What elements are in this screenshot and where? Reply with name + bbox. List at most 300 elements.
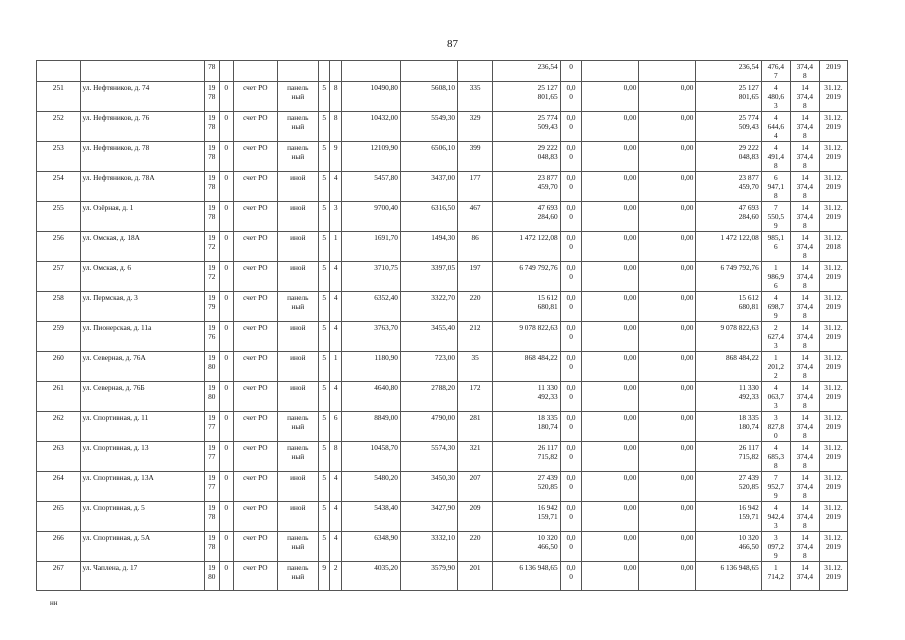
cell-living-area: 3322,70 [400,292,457,322]
cell-number: 251 [37,82,81,112]
cell-max-cost: 14 374,4 8 [790,322,819,352]
cell-total-cost: 1 472 122,08 [493,232,560,262]
cell-fund-2: 0,00 [639,442,696,472]
cell-wall-material: иной [277,172,318,202]
cell-wall-material: панель ный [277,562,318,591]
cell-fund-2: 0,00 [639,142,696,172]
cell-residents: 172 [457,382,492,412]
cell-max-cost: 14 374,4 8 [790,352,819,382]
cell-address: ул. Нефтяников, д. 78 [80,142,204,172]
cell-address: ул. Озёрная, д. 1 [80,202,204,232]
cell-fund-2: 0,00 [639,82,696,112]
cell-fund-2: 0,00 [639,532,696,562]
cell-residents: 220 [457,532,492,562]
cell-fund-1: 0,00 [582,142,639,172]
cell-year: 19 77 [204,412,219,442]
cell-entrances: 6 [330,412,341,442]
cell-floors: 5 [319,142,330,172]
cell-residents: 399 [457,142,492,172]
cell-floors: 5 [319,262,330,292]
cell-year: 19 78 [204,502,219,532]
cell-unit-cost: 3 827,8 0 [761,412,790,442]
cell-residents: 335 [457,82,492,112]
cell-unit-cost: 1 986,9 6 [761,262,790,292]
cell-date: 31.12. 2019 [819,472,847,502]
cell-zero: 0 [219,502,234,532]
cell-unit-cost: 4 942,4 3 [761,502,790,532]
cell-fund-method: счет РО [234,502,278,532]
cell-max-cost: 14 374,4 8 [790,532,819,562]
cell-entrances: 8 [330,442,341,472]
cell-owner-funds: 18 335 180,74 [696,412,761,442]
cell-subsidy: 0,0 0 [560,352,582,382]
cell-zero: 0 [219,412,234,442]
cell-owner-funds: 26 117 715,82 [696,442,761,472]
table-row [37,112,848,142]
cell-owner-funds: 47 693 284,60 [696,202,761,232]
cell-total-cost: 6 136 948,65 [493,562,560,591]
cell-address: ул. Нефтяников, д. 78А [80,172,204,202]
cell-date: 31.12. 2019 [819,412,847,442]
cell-number: 256 [37,232,81,262]
cell-wall-material: панель ный [277,292,318,322]
cell-floors: 5 [319,172,330,202]
cell-unit-cost: 4 480,6 3 [761,82,790,112]
cell-residents: 197 [457,262,492,292]
cell-subsidy: 0,0 0 [560,232,582,262]
cell-floors: 5 [319,202,330,232]
cell-total-cost: 47 693 284,60 [493,202,560,232]
cell-number: 252 [37,112,81,142]
cell-address: ул. Северная, д. 76Б [80,382,204,412]
cell-fund-1: 0,00 [582,532,639,562]
table-row [37,202,848,232]
cell-residents: 207 [457,472,492,502]
cell-number: 264 [37,472,81,502]
cell-year: 19 76 [204,322,219,352]
cell-total-area: 10490,80 [341,82,400,112]
cell-date: 31.12. 2019 [819,112,847,142]
cell-date: 31.12. 2019 [819,382,847,412]
cell-wall-material: панель ный [277,112,318,142]
cell-fund-method: счет РО [234,82,278,112]
cell-entrances: 4 [330,502,341,532]
table-row [37,472,848,502]
cell-year: 19 77 [204,442,219,472]
cell-fund-2: 0,00 [639,262,696,292]
cell-wall-material: панель ный [277,442,318,472]
cell-total-area: 1691,70 [341,232,400,262]
cell-unit-cost: 476,4 7 [761,61,790,82]
cell-subsidy: 0,0 0 [560,292,582,322]
cell-date: 31.12. 2019 [819,532,847,562]
cell-total-cost: 18 335 180,74 [493,412,560,442]
cell-fund-2: 0,00 [639,412,696,442]
cell-fund-1: 0,00 [582,502,639,532]
cell-subsidy: 0,0 0 [560,142,582,172]
cell-fund-1: 0,00 [582,442,639,472]
cell-max-cost: 14 374,4 8 [790,112,819,142]
cell-wall-material: панель ный [277,532,318,562]
cell-subsidy: 0,0 0 [560,442,582,472]
cell-year: 19 78 [204,82,219,112]
cell-fund-1: 0,00 [582,382,639,412]
cell-number: 257 [37,262,81,292]
cell-zero: 0 [219,472,234,502]
cell-total-area: 5457,80 [341,172,400,202]
cell-floors: 5 [319,472,330,502]
cell-number: 253 [37,142,81,172]
cell-total-cost: 868 484,22 [493,352,560,382]
cell-floors: 5 [319,292,330,322]
cell-owner-funds: 15 612 680,81 [696,292,761,322]
cell-unit-cost: 4 685,3 8 [761,442,790,472]
cell-fund-1: 0,00 [582,112,639,142]
cell-entrances: 8 [330,82,341,112]
cell-fund-method: счет РО [234,472,278,502]
cell-fund-2: 0,00 [639,502,696,532]
cell-living-area: 723,00 [400,352,457,382]
cell-subsidy: 0,0 0 [560,112,582,142]
cell-living-area: 5549,30 [400,112,457,142]
table-row [37,532,848,562]
cell-year: 19 77 [204,472,219,502]
cell-date: 31.12. 2018 [819,232,847,262]
cell-subsidy: 0,0 0 [560,82,582,112]
cell-number: 262 [37,412,81,442]
cell-floors: 5 [319,502,330,532]
cell-max-cost: 14 374,4 [790,562,819,591]
cell-owner-funds: 25 774 509,43 [696,112,761,142]
table-row [37,232,848,262]
cell-fund-method: счет РО [234,232,278,262]
cell-address: ул. Нефтяников, д. 76 [80,112,204,142]
cell-max-cost: 14 374,4 8 [790,262,819,292]
cell-fund-2: 0,00 [639,292,696,322]
cell-number: 261 [37,382,81,412]
cell-living-area: 5574,30 [400,442,457,472]
cell-fund-method: счет РО [234,202,278,232]
table-row [37,352,848,382]
cell-residents: 201 [457,562,492,591]
cell-wall-material: иной [277,472,318,502]
table-row [37,322,848,352]
cell-wall-material: панель ный [277,412,318,442]
continued-row [37,61,848,82]
table-row [37,142,848,172]
cell-address: ул. Чаплена, д. 17 [80,562,204,591]
cell-residents: 281 [457,412,492,442]
cell-zero: 0 [219,232,234,262]
cell-entrances: 4 [330,292,341,322]
cell-residents: 86 [457,232,492,262]
cell-subsidy: 0,0 0 [560,412,582,442]
cell-fund-1: 0,00 [582,232,639,262]
cell-number: 255 [37,202,81,232]
cell-total-cost: 16 942 159,71 [493,502,560,532]
cell-total-cost: 25 774 509,43 [493,112,560,142]
cell-wall-material: панель ный [277,142,318,172]
table-row [37,412,848,442]
cell-fund-method: счет РО [234,262,278,292]
cell-number: 266 [37,532,81,562]
cell-entrances: 9 [330,142,341,172]
cell-date: 31.12. 2019 [819,442,847,472]
cell-unit-cost: 4 698,7 9 [761,292,790,322]
cell-entrances: 8 [330,112,341,142]
cell-total-cost: 236,54 [493,61,560,82]
cell-fund-method: счет РО [234,442,278,472]
cell-total-area: 10432,00 [341,112,400,142]
cell-subsidy: 0,0 0 [560,532,582,562]
cell-total-area: 6352,40 [341,292,400,322]
cell-fund-method: счет РО [234,412,278,442]
cell-total-cost: 26 117 715,82 [493,442,560,472]
cell-total-area: 5438,40 [341,502,400,532]
cell-number: 267 [37,562,81,591]
cell-living-area: 3427,90 [400,502,457,532]
table-row [37,262,848,292]
cell-date: 31.12. 2019 [819,502,847,532]
cell-total-area: 5480,20 [341,472,400,502]
cell-number: 259 [37,322,81,352]
cell-unit-cost: 7 952,7 9 [761,472,790,502]
cell-total-area: 9700,40 [341,202,400,232]
cell-number: 254 [37,172,81,202]
cell-entrances: 1 [330,232,341,262]
cell-residents: 329 [457,112,492,142]
table-row [37,292,848,322]
cell-total-area: 3710,75 [341,262,400,292]
cell-owner-funds: 27 439 520,85 [696,472,761,502]
cell-address: ул. Спортивная, д. 13 [80,442,204,472]
cell-living-area: 3579,90 [400,562,457,591]
cell-owner-funds: 25 127 801,65 [696,82,761,112]
cell-zero: 0 [219,562,234,591]
footer-mark: нн [50,599,58,607]
cell-zero: 0 [219,532,234,562]
cell-total-cost: 6 749 792,76 [493,262,560,292]
cell-residents: 220 [457,292,492,322]
cell-living-area: 3332,10 [400,532,457,562]
cell-residents: 212 [457,322,492,352]
cell-owner-funds: 6 749 792,76 [696,262,761,292]
cell-zero: 0 [219,202,234,232]
cell-owner-funds: 868 484,22 [696,352,761,382]
cell-max-cost: 14 374,4 8 [790,172,819,202]
cell-unit-cost: 6 947,1 8 [761,172,790,202]
cell-residents: 467 [457,202,492,232]
cell-entrances: 4 [330,472,341,502]
cell-unit-cost: 3 097,2 9 [761,532,790,562]
cell-total-cost: 23 877 459,70 [493,172,560,202]
cell-fund-2: 0,00 [639,352,696,382]
cell-unit-cost: 7 550,5 9 [761,202,790,232]
cell-year: 19 78 [204,112,219,142]
cell-address: ул. Спортивная, д. 5А [80,532,204,562]
cell-floors: 5 [319,352,330,382]
cell-floors: 5 [319,532,330,562]
cell-max-cost: 14 374,4 8 [790,382,819,412]
table-row [37,82,848,112]
cell-entrances: 4 [330,382,341,412]
cell-max-cost: 14 374,4 8 [790,292,819,322]
cell-owner-funds: 23 877 459,70 [696,172,761,202]
cell-unit-cost: 1 201,2 2 [761,352,790,382]
cell-max-cost: 14 374,4 8 [790,442,819,472]
cell-fund-method: счет РО [234,292,278,322]
cell-wall-material: иной [277,382,318,412]
cell-year: 19 80 [204,562,219,591]
cell-fund-1: 0,00 [582,322,639,352]
cell-fund-method: счет РО [234,142,278,172]
cell-year: 19 79 [204,292,219,322]
cell-unit-cost: 4 063,7 3 [761,382,790,412]
cell-entrances: 4 [330,262,341,292]
cell-zero: 0 [219,382,234,412]
cell-fund-1: 0,00 [582,412,639,442]
cell-number: 263 [37,442,81,472]
cell-subsidy: 0,0 0 [560,262,582,292]
cell-total-cost: 9 078 822,63 [493,322,560,352]
cell-entrances: 1 [330,352,341,382]
cell-wall-material: иной [277,502,318,532]
cell-owner-funds: 11 330 492,33 [696,382,761,412]
cell-owner-funds: 236,54 [696,61,761,82]
cell-total-area: 6348,90 [341,532,400,562]
cell-fund-2: 0,00 [639,202,696,232]
cell-residents: 177 [457,172,492,202]
cell-unit-cost: 2 627,4 3 [761,322,790,352]
cell-floors: 5 [319,82,330,112]
cell-year: 19 80 [204,352,219,382]
cell-date: 31.12. 2019 [819,562,847,591]
cell-fund-2: 0,00 [639,232,696,262]
cell-entrances: 4 [330,532,341,562]
cell-total-area: 12109,90 [341,142,400,172]
cell-total-area: 4640,80 [341,382,400,412]
cell-living-area: 3450,30 [400,472,457,502]
table-row [37,502,848,532]
cell-wall-material: иной [277,352,318,382]
cell-fund-1: 0,00 [582,202,639,232]
cell-living-area: 1494,30 [400,232,457,262]
cell-date: 31.12. 2019 [819,82,847,112]
cell-number: 258 [37,292,81,322]
cell-unit-cost: 1 714,2 [761,562,790,591]
cell-year: 19 78 [204,172,219,202]
cell-fund-2: 0,00 [639,382,696,412]
cell-floors: 5 [319,382,330,412]
cell-total-area: 4035,20 [341,562,400,591]
cell-max-cost: 14 374,4 8 [790,142,819,172]
cell-unit-cost: 985,1 6 [761,232,790,262]
cell-subsidy: 0,0 0 [560,382,582,412]
cell-address: ул. Спортивная, д. 13А [80,472,204,502]
cell-living-area: 4790,00 [400,412,457,442]
cell-address: ул. Северная, д. 76А [80,352,204,382]
cell-fund-method: счет РО [234,322,278,352]
cell-owner-funds: 6 136 948,65 [696,562,761,591]
cell-living-area: 5608,10 [400,82,457,112]
cell-owner-funds: 1 472 122,08 [696,232,761,262]
cell-year: 19 72 [204,262,219,292]
cell-floors: 5 [319,112,330,142]
cell-fund-2: 0,00 [639,172,696,202]
cell-max-cost: 14 374,4 8 [790,232,819,262]
cell-date: 31.12. 2019 [819,292,847,322]
cell-fund-method: счет РО [234,112,278,142]
cell-zero: 0 [219,352,234,382]
cell-owner-funds: 29 222 048,83 [696,142,761,172]
cell-max-cost: 14 374,4 8 [790,82,819,112]
cell-max-cost: 14 374,4 8 [790,412,819,442]
cell-date: 31.12. 2019 [819,172,847,202]
cell-fund-method: счет РО [234,172,278,202]
cell-date: 31.12. 2019 [819,202,847,232]
cell-owner-funds: 9 078 822,63 [696,322,761,352]
cell-entrances: 3 [330,202,341,232]
cell-owner-funds: 10 320 466,50 [696,532,761,562]
cell-total-cost: 11 330 492,33 [493,382,560,412]
cell-total-area: 1180,90 [341,352,400,382]
cell-date: 2019 [819,61,847,82]
cell-fund-2: 0,00 [639,112,696,142]
cell-zero: 0 [219,322,234,352]
table-row [37,442,848,472]
cell-max-cost: 14 374,4 8 [790,502,819,532]
cell-subsidy: 0,0 0 [560,562,582,591]
cell-total-cost: 27 439 520,85 [493,472,560,502]
cell-number: 260 [37,352,81,382]
cell-address: ул. Пермская, д. 3 [80,292,204,322]
cell-unit-cost: 4 491,4 8 [761,142,790,172]
cell-address: ул. Спортивная, д. 11 [80,412,204,442]
cell-entrances: 4 [330,322,341,352]
cell-total-area: 10458,70 [341,442,400,472]
cell-max-cost: 14 374,4 8 [790,472,819,502]
cell-fund-method: счет РО [234,532,278,562]
cell-total-cost: 25 127 801,65 [493,82,560,112]
cell-year: 19 78 [204,142,219,172]
cell-address: ул. Омская, д. 18А [80,232,204,262]
table-row [37,562,848,591]
cell-date: 31.12. 2019 [819,352,847,382]
cell-living-area: 3397,05 [400,262,457,292]
cell-subsidy: 0,0 0 [560,172,582,202]
cell-fund-2: 0,00 [639,472,696,502]
cell-subsidy: 0,0 0 [560,202,582,232]
cell-living-area: 6506,10 [400,142,457,172]
page-number: 87 [447,38,458,50]
cell-living-area: 6316,50 [400,202,457,232]
cell-floors: 9 [319,562,330,591]
cell-entrances: 4 [330,172,341,202]
cell-fund-1: 0,00 [582,262,639,292]
cell-year: 78 [204,61,219,82]
cell-address: ул. Нефтяников, д. 74 [80,82,204,112]
cell-address: ул. Пионерская, д. 11а [80,322,204,352]
cell-year: 19 78 [204,532,219,562]
cell-total-cost: 29 222 048,83 [493,142,560,172]
cell-fund-1: 0,00 [582,472,639,502]
cell-wall-material: иной [277,232,318,262]
cell-floors: 5 [319,322,330,352]
cell-total-cost: 10 320 466,50 [493,532,560,562]
cell-wall-material: иной [277,322,318,352]
cell-living-area: 2788,20 [400,382,457,412]
cell-floors: 5 [319,412,330,442]
